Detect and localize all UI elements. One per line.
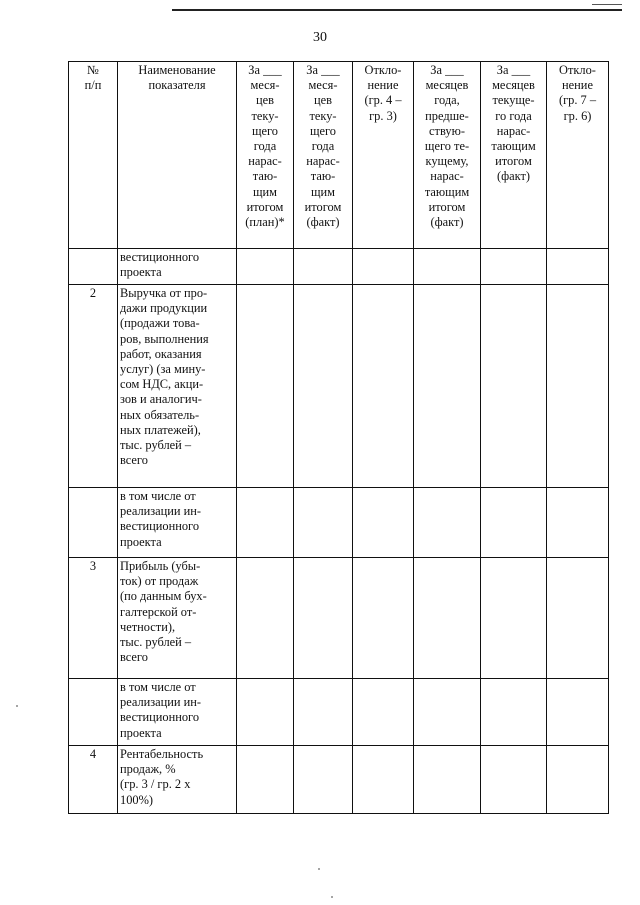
row-indicator-name: Выручка от про- дажи продукции (продажи това- ров, выполнения работ, оказания услуг) (за мину- сом НДС, акци- зов и аналогич- ных обязатель- ных платежей), тыс. рублей – всего [118,285,237,488]
indicators-table [68,61,609,814]
table-cell [547,679,609,746]
table-cell [547,488,609,558]
table-cell [294,249,353,285]
col-header-deviation-4-3: Откло- нение (гр. 4 – гр. 3) [353,62,414,249]
col-header-indicator-name: Наименование показателя [118,62,237,249]
row-indicator-name: Прибыль (убы- ток) от продаж (по данным бух- галтерской от- четности), тыс. рублей – всего [118,558,237,679]
col-header-deviation-7-6: Откло- нение (гр. 7 – гр. 6) [547,62,609,249]
table-cell [481,679,547,746]
col-header-previous-year-fact: За ___ месяцев года, предше- ствую- щего те- кущему, нарас- тающим итогом (факт) [414,62,481,249]
top-edge-rule-short [592,4,622,5]
table-cell [353,488,414,558]
table-cell [481,285,547,488]
table-row [69,679,609,746]
scan-speck [331,896,333,898]
table-cell [547,285,609,488]
table-row [69,249,609,285]
table-cell [353,746,414,814]
row-indicator-name: в том числе от реализации ин- вестиционного проекта [118,488,237,558]
row-number [69,679,118,746]
table-cell [237,488,294,558]
table-cell [294,488,353,558]
table-cell [353,285,414,488]
table-cell [237,249,294,285]
table-cell [353,558,414,679]
table-cell [547,558,609,679]
table-cell [237,679,294,746]
table-cell [237,746,294,814]
row-number [69,249,118,285]
table-cell [414,249,481,285]
row-number: 2 [69,285,118,488]
table-cell [294,285,353,488]
col-header-number: № п/п [69,62,118,249]
table-cell [414,558,481,679]
table-cell [353,249,414,285]
row-indicator-name: вестиционного проекта [118,249,237,285]
col-header-current-plan: За ___ меся- цев теку- щего года нарас- таю- щим итогом (план)* [237,62,294,249]
table-cell [481,746,547,814]
table-cell [414,285,481,488]
row-indicator-name: в том числе от реализации ин- вестиционного проекта [118,679,237,746]
scan-speck [16,705,18,707]
row-number: 4 [69,746,118,814]
table-cell [414,746,481,814]
page-number: 30 [313,30,327,45]
table-cell [481,249,547,285]
table-cell [414,488,481,558]
row-number [69,488,118,558]
table-row [69,488,609,558]
top-edge-rule [172,9,622,11]
table-cell [547,746,609,814]
table-cell [481,558,547,679]
row-indicator-name: Рентабельность продаж, % (гр. 3 / гр. 2 х 100%) [118,746,237,814]
table-cell [547,249,609,285]
table-row [69,746,609,814]
table-row [69,558,609,679]
col-header-current-fact: За ___ меся- цев теку- щего года нарас- таю- щим итогом (факт) [294,62,353,249]
table-cell [353,679,414,746]
table-cell [414,679,481,746]
table-row [69,285,609,488]
table-cell [294,679,353,746]
table-cell [481,488,547,558]
table-header-row [69,62,609,249]
table-cell [294,746,353,814]
table-cell [294,558,353,679]
row-number: 3 [69,558,118,679]
scan-speck [318,868,320,870]
table-cell [237,558,294,679]
col-header-current-year-fact: За ___ месяцев текуще- го года нарас- тающим итогом (факт) [481,62,547,249]
table-cell [237,285,294,488]
